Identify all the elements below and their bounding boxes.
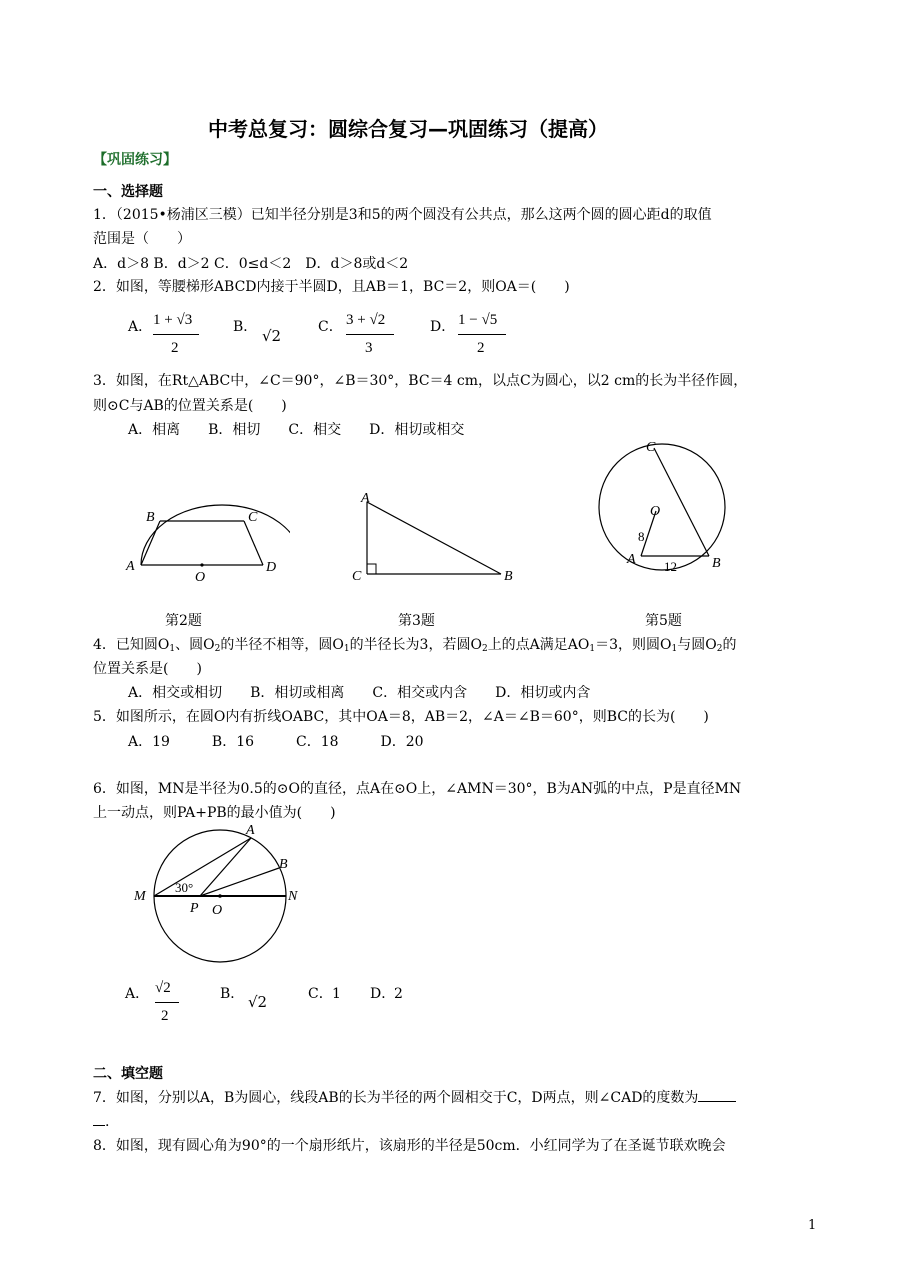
q4-text: ＝3，则圆O — [595, 637, 672, 653]
q6-option-a-fraction — [155, 980, 179, 1028]
q4-text: 与圆O — [677, 637, 717, 653]
label-b: B — [146, 510, 155, 525]
q6-option-a-den: 2 — [161, 1008, 169, 1024]
q6-line1: 6．如图，MN是半径为0.5的⊙O的直径，点A在⊙O上，∠AMN＝30°，B为AN弧的中点，P是直径MN — [93, 781, 742, 797]
segment-ma — [154, 838, 251, 896]
q2-option-d-den: 2 — [477, 340, 485, 356]
q2-option-a-label: A． — [128, 319, 153, 335]
caption-fig2: 第2题 — [165, 613, 202, 629]
q6-option-b-label: B． — [220, 986, 245, 1002]
segment-ab — [367, 502, 501, 574]
q4-line1 — [93, 636, 736, 658]
q6-option-d-value: 2 — [394, 986, 403, 1002]
section-heading-fill: 二、填空题 — [93, 1066, 163, 1082]
q6-option-a-label: A． — [125, 986, 150, 1002]
q4-text: 4．已知圆O — [93, 637, 170, 653]
label-c: C — [248, 510, 258, 525]
q6-option-c-value: 1 — [332, 986, 341, 1002]
q3-line1: 3．如图，在Rt△ABC中，∠C＝90°，∠B＝30°，BC＝4 cm，以点C为圆心，以2 cm的长为半径作圆， — [93, 373, 748, 389]
q2-option-c-num: 3 + √2 — [346, 312, 386, 328]
q2-option-b-label: B． — [233, 319, 258, 335]
label-d: D — [266, 560, 277, 575]
q4-text: 、圆O — [175, 637, 215, 653]
fraction-bar — [458, 334, 506, 335]
answer-blank — [93, 1113, 105, 1126]
q6-option-b-value: √2 — [248, 993, 268, 1011]
q2-option-b-value: √2 — [262, 327, 282, 345]
right-angle-mark — [367, 564, 376, 574]
q6-option-a-num: √2 — [155, 980, 171, 996]
label-p: P — [190, 901, 199, 916]
label-c: C — [352, 569, 362, 584]
q5-text: 5．如图所示，在圆O内有折线OABC，其中OA＝8，AB＝2，∠A＝∠B＝60°，则BC的长为( ) — [93, 709, 709, 725]
q2-option-c-fraction — [346, 312, 394, 360]
q1-options: A．d＞8 B．d＞2 C．0≤d＜2 D．d＞8或d＜2 — [93, 256, 409, 272]
fraction-bar — [346, 334, 394, 335]
label-b: B — [712, 556, 721, 571]
figure-6-circle — [128, 818, 308, 968]
q3-line2: 则⊙C与AB的位置关系是( ) — [93, 398, 287, 414]
q4-options: A．相交或相切 B．相切或相离 C．相交或内含 D．相切或内含 — [128, 685, 591, 701]
q2-option-d-num: 1 − √5 — [458, 312, 498, 328]
subscript: 1 — [343, 644, 350, 654]
q2-option-c-label: C． — [318, 319, 343, 335]
q6-option-d-label: D． — [370, 986, 396, 1002]
q8-line1: 8．如图，现有圆心角为90°的一个扇形纸片，该扇形的半径是50cm．小红同学为了在圣诞节联欢晚会 — [93, 1138, 726, 1154]
subscript: 1 — [169, 644, 176, 654]
q1-line2: 范围是（ ） — [93, 231, 191, 247]
label-a: A — [627, 552, 636, 567]
figure-3-triangle — [345, 490, 525, 590]
label-c: C — [646, 440, 656, 455]
q5-options: A．19 B．16 C．18 D．20 — [128, 734, 424, 750]
label-o: O — [212, 903, 223, 918]
fraction-bar — [153, 334, 199, 335]
q4-text: 的半径长为3，若圆O — [349, 637, 482, 653]
section-heading-choice: 一、选择题 — [93, 184, 163, 200]
q2-option-c-den: 3 — [365, 340, 373, 356]
figure-5-circle — [590, 435, 740, 585]
q3-options: A．相离 B．相切 C．相交 D．相切或相交 — [128, 422, 465, 438]
q2-option-a-den: 2 — [171, 340, 179, 356]
label-m: M — [134, 889, 146, 904]
label-o: O — [195, 570, 206, 585]
angle-label: 30° — [175, 880, 194, 895]
subscript: 2 — [481, 644, 488, 654]
section-tag: 【巩固练习】 — [93, 152, 177, 168]
length-12: 12 — [664, 559, 677, 574]
page-number: 1 — [808, 1218, 817, 1233]
q4-text: 的 — [722, 637, 737, 653]
q2-option-d-label: D． — [430, 319, 456, 335]
fraction-bar — [155, 1002, 179, 1003]
q1-line1: 1．（2015•杨浦区三模）已知半径分别是3和5的两个圆没有公共点，那么这两个圆的圆心距d的取值 — [93, 207, 712, 223]
label-n: N — [288, 889, 298, 904]
segment-bc — [654, 448, 709, 556]
label-b: B — [279, 857, 288, 872]
q7-line2 — [93, 1113, 109, 1131]
q4-text: 上的点A满足AO — [487, 637, 590, 653]
figure-2-arc-extend — [120, 495, 290, 585]
length-8: 8 — [638, 529, 645, 544]
q2-option-a-fraction — [153, 312, 199, 360]
subscript: 1 — [671, 644, 678, 654]
answer-blank — [698, 1089, 736, 1102]
q4-line2: 位置关系是( ) — [93, 661, 202, 677]
subscript: 1 — [589, 644, 596, 654]
q2-text: 2．如图，等腰梯形ABCD内接于半圆D，且AB＝1，BC＝2，则OA＝( ) — [93, 279, 570, 295]
center-dot — [218, 894, 222, 898]
q6-option-c-label: C． — [308, 986, 333, 1002]
q7-text: 7．如图，分别以A，B为圆心，线段AB的长为半径的两个圆相交于C，D两点，则∠CAD的度数为 — [93, 1090, 699, 1106]
q7-line1 — [93, 1089, 736, 1107]
q2-option-a-num: 1 + √3 — [153, 312, 193, 328]
q2-option-d-fraction — [458, 312, 506, 360]
caption-fig5: 第5题 — [645, 613, 682, 629]
q6-line2: 上一动点，则PA+PB的最小值为( ) — [93, 805, 336, 821]
label-a: A — [246, 823, 255, 838]
label-a: A — [126, 559, 135, 574]
subscript: 2 — [214, 644, 221, 654]
subscript: 2 — [716, 644, 723, 654]
label-a: A — [361, 491, 370, 506]
q4-text: 的半径不相等，圆O — [220, 637, 344, 653]
q7-period: . — [105, 1114, 110, 1130]
label-b: B — [504, 569, 513, 584]
page-title: 中考总复习：圆综合复习—巩固练习（提高） — [208, 117, 608, 141]
caption-fig3: 第3题 — [398, 613, 435, 629]
label-o: O — [650, 504, 661, 519]
